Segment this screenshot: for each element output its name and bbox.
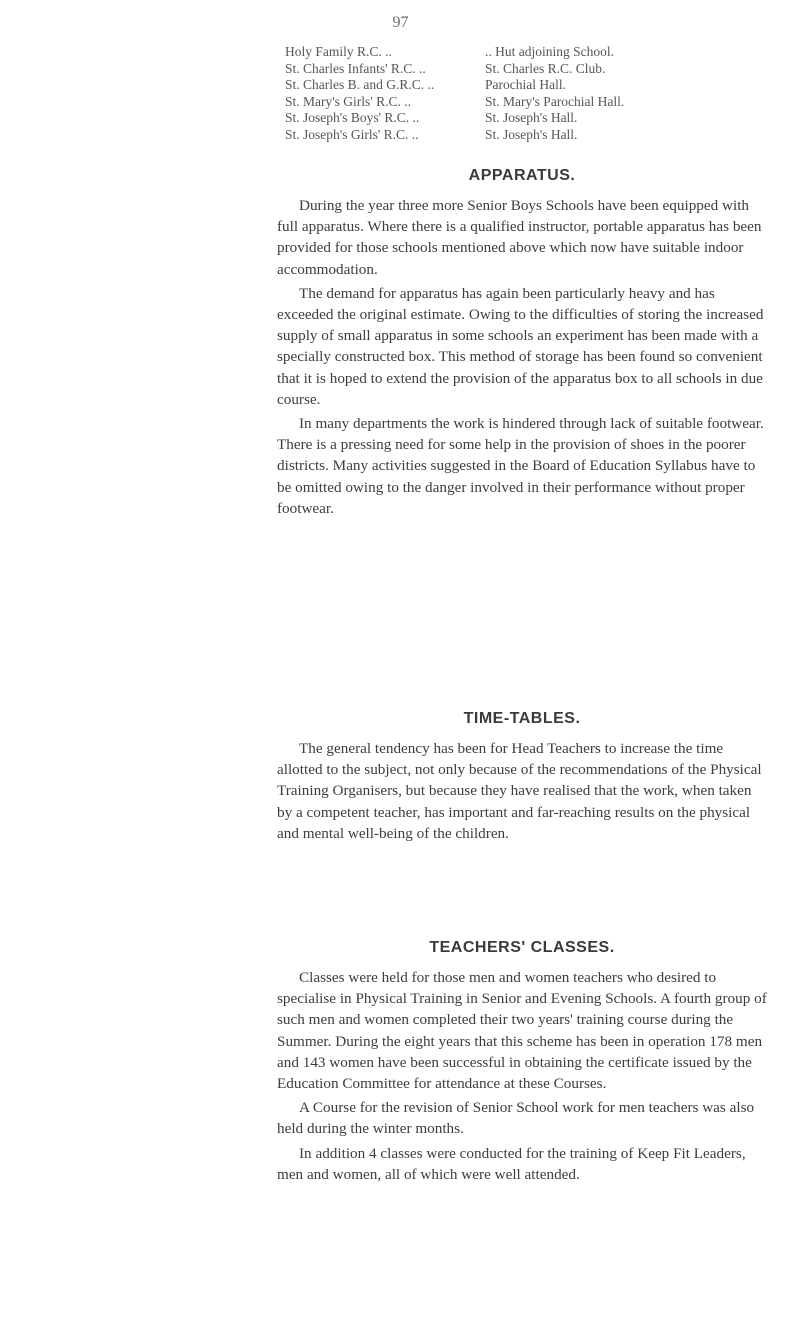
school-venue: St. Joseph's Hall.: [485, 126, 578, 142]
apparatus-section: [277, 167, 767, 519]
table-row: [285, 77, 785, 94]
timetables-section: [277, 710, 767, 844]
paragraph: A Course for the revision of Senior School work for men teachers was also held during the winter months.: [277, 1099, 755, 1138]
school-name: St. Joseph's Girls' R.C. ..: [285, 126, 419, 142]
paragraph: The demand for apparatus has again been particularly heavy and has exceeded the original estimate. Owing to the difficulties of storing the increased supply of small apparatus in some schools an experiment has been made with a specially constructed box. This method of storage has been found so convenient that it is hoped to extend the provision of the apparatus box to all schools in due course.: [277, 284, 764, 408]
school-venue: Parochial Hall.: [485, 77, 566, 93]
table-row: [285, 61, 785, 78]
table-row: [285, 110, 785, 127]
school-name: St. Charles B. and G.R.C. ..: [285, 77, 435, 93]
paragraph: The general tendency has been for Head Teachers to increase the time allotted to the subject, not only because of the recommendations of the Physical Training Organisers, but because they have realised that the work, when taken by a competent teacher, has important and far-reaching results on the physical and mental well-being of the children.: [277, 740, 762, 842]
school-name: Holy Family R.C. ..: [285, 44, 392, 59]
schools-venue-table: [285, 44, 785, 144]
school-name: St. Mary's Girls' R.C. ..: [285, 93, 412, 109]
school-venue: .. Hut adjoining School.: [485, 44, 614, 59]
section-heading: TIME-TABLES.: [463, 710, 581, 727]
table-row: [285, 44, 785, 61]
page-number: 97: [392, 14, 409, 31]
school-name: St. Charles Infants' R.C. ..: [285, 60, 426, 76]
section-heading: APPARATUS.: [468, 167, 576, 184]
paragraph: In addition 4 classes were conducted for the training of Keep Fit Leaders, men and women, all of which were well attended.: [277, 1144, 746, 1183]
table-row: [285, 94, 785, 111]
table-row: [285, 127, 785, 144]
paragraph: Classes were held for those men and women teachers who desired to specialise in Physical Training in Senior and Evening Schools. A fourth group of such men and women completed their two years' training course during the Summer. During the eight years that this scheme has been in operation 178 men and 143 women have been successful in obtaining the certificate issued by the Education Committee for attendance at these Courses.: [277, 969, 767, 1093]
school-venue: St. Charles R.C. Club.: [485, 60, 606, 76]
school-venue: St. Mary's Parochial Hall.: [485, 93, 625, 109]
school-name: St. Joseph's Boys' R.C. ..: [285, 110, 420, 126]
teachers-classes-section: [277, 939, 767, 1185]
section-heading: TEACHERS' CLASSES.: [429, 939, 615, 956]
paragraph: During the year three more Senior Boys Schools have been equipped with full apparatus. Where there is a qualified instructor, portable apparatus has been provided for those schools mentioned above which now have suitable indoor accommodation.: [277, 197, 762, 278]
school-venue: St. Joseph's Hall.: [485, 110, 578, 126]
paragraph: In many departments the work is hindered through lack of suitable footwear. There is a pressing need for some help in the provision of shoes in the poorer districts. Many activities suggested in the Board of Education Syllabus have to be omitted owing to the danger involved in their performance without proper footwear.: [277, 415, 764, 517]
